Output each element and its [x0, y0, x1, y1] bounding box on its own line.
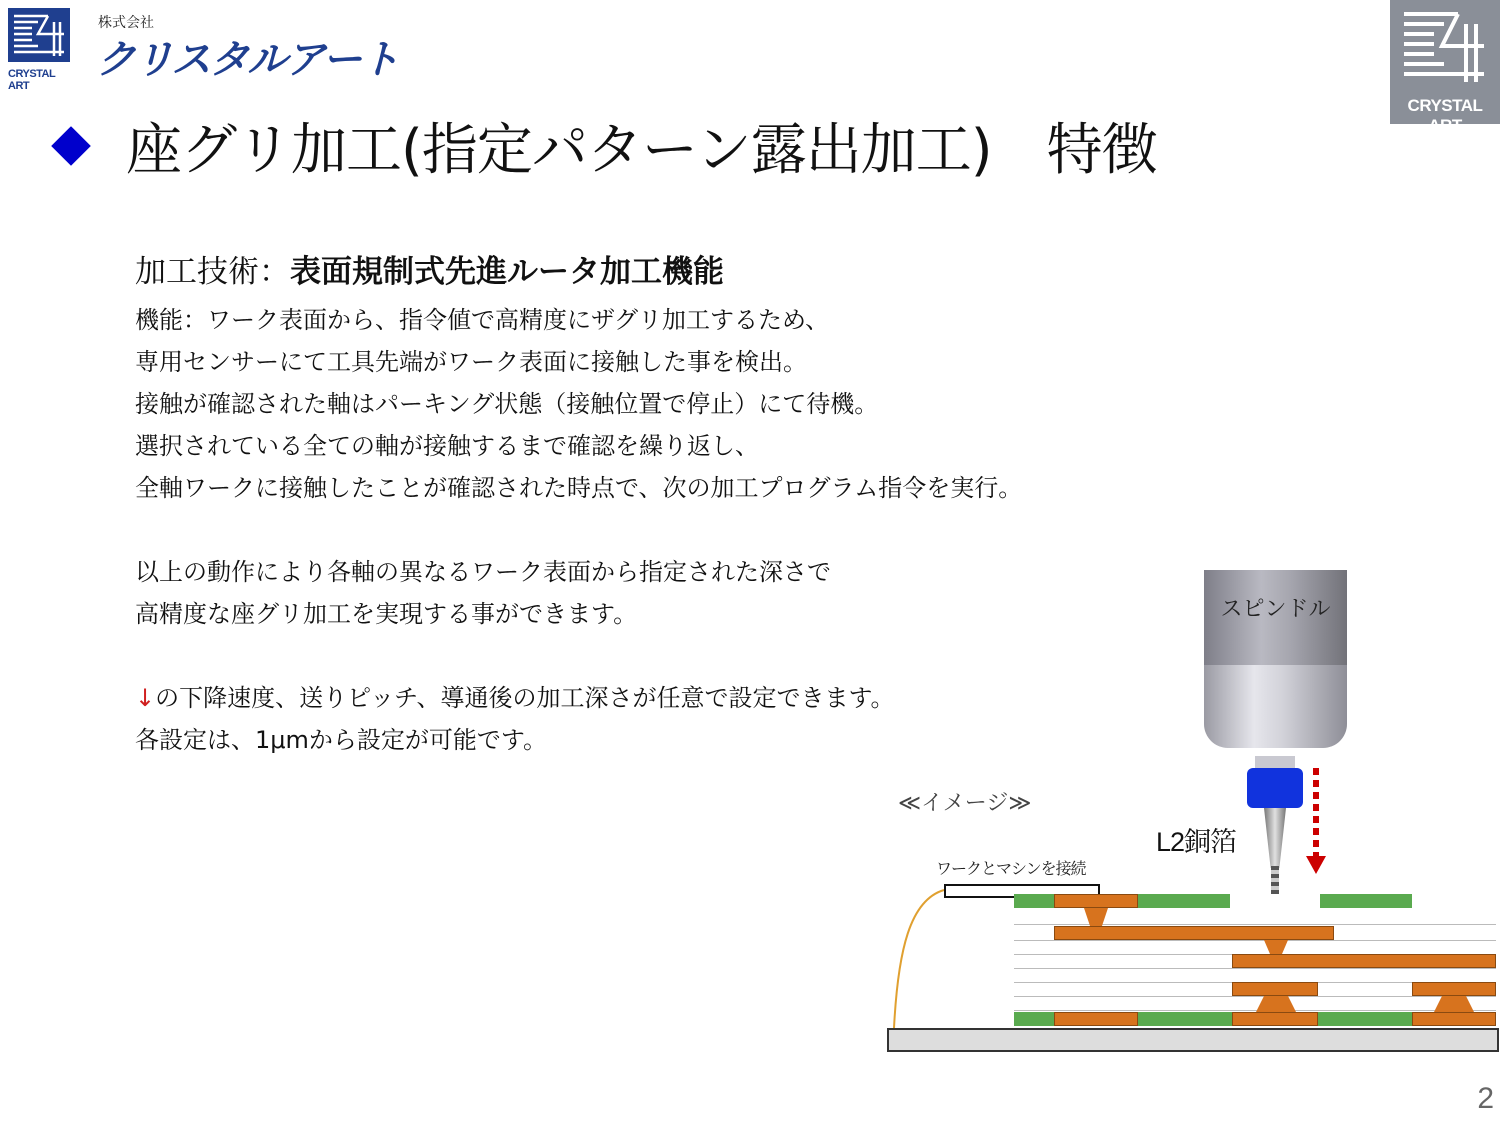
body-line: 専用センサーにて工具先端がワーク表面に接触した事を検出。 — [135, 348, 807, 376]
slide-title-row — [52, 104, 1157, 188]
body-line: 全軸ワークに接触したことが確認された時点で、次の加工プログラム指令を実行。 — [135, 474, 1023, 502]
company-logo-badge — [1390, 0, 1500, 135]
tool-holder — [1247, 768, 1303, 808]
via-connections — [1014, 894, 1496, 1028]
badge-mark-text: CRYSTAL ART — [1407, 96, 1483, 135]
body-line: 機能：ワーク表面から、指令値で高精度にザグリ加工するため、 — [135, 306, 830, 334]
company-name: クリスタルアート — [96, 37, 398, 83]
crystal-art-logo-icon — [8, 8, 70, 62]
crystal-art-badge-icon — [1398, 6, 1492, 92]
copper-layer-label: L2銅箔 — [1156, 827, 1237, 857]
body-line: 高精度な座グリ加工を実現する事ができます。 — [135, 600, 638, 628]
machine-table — [887, 1028, 1499, 1052]
connect-label: ワークとマシンを接続 — [936, 861, 1086, 878]
tech-heading — [135, 246, 1155, 291]
spindle-label: スピンドル — [1220, 596, 1331, 621]
machining-diagram — [880, 570, 1500, 1060]
tech-label: 加工技術： — [135, 254, 290, 290]
body-line: 選択されている全ての軸が接触するまで確認を繰り返し、 — [135, 432, 759, 460]
body-line: 接触が確認された軸はパーキング状態（接触位置で停止）にて待機。 — [135, 390, 879, 418]
tech-value: 表面規制式先進ルータ加工機能 — [290, 254, 724, 290]
diamond-bullet-icon — [52, 127, 90, 165]
down-arrow-icon: ↓ — [135, 684, 156, 712]
page-number: 2 — [1477, 1082, 1494, 1115]
slide-title: 座グリ加工(指定パターン露出加工) 特徴 — [126, 118, 1157, 183]
logo-mark-text: CRYSTAL ART — [8, 68, 56, 92]
descent-arrow-icon — [1313, 768, 1319, 856]
image-label: ≪イメージ≫ — [898, 791, 1032, 816]
company-prefix: 株式会社 — [98, 15, 154, 31]
body-line-text: の下降速度、送りピッチ、導通後の加工深さが任意で設定できます。 — [155, 684, 895, 712]
spindle — [1204, 570, 1347, 748]
body-line: 以上の動作により各軸の異なるワーク表面から指定された深さで — [135, 558, 831, 586]
body-line: 各設定は、1μmから設定が可能です。 — [135, 726, 547, 754]
pcb-stack — [1014, 894, 1496, 1028]
paragraph-gap — [135, 509, 1155, 551]
descent-arrow-head-icon — [1306, 856, 1326, 874]
company-logo — [8, 8, 468, 92]
